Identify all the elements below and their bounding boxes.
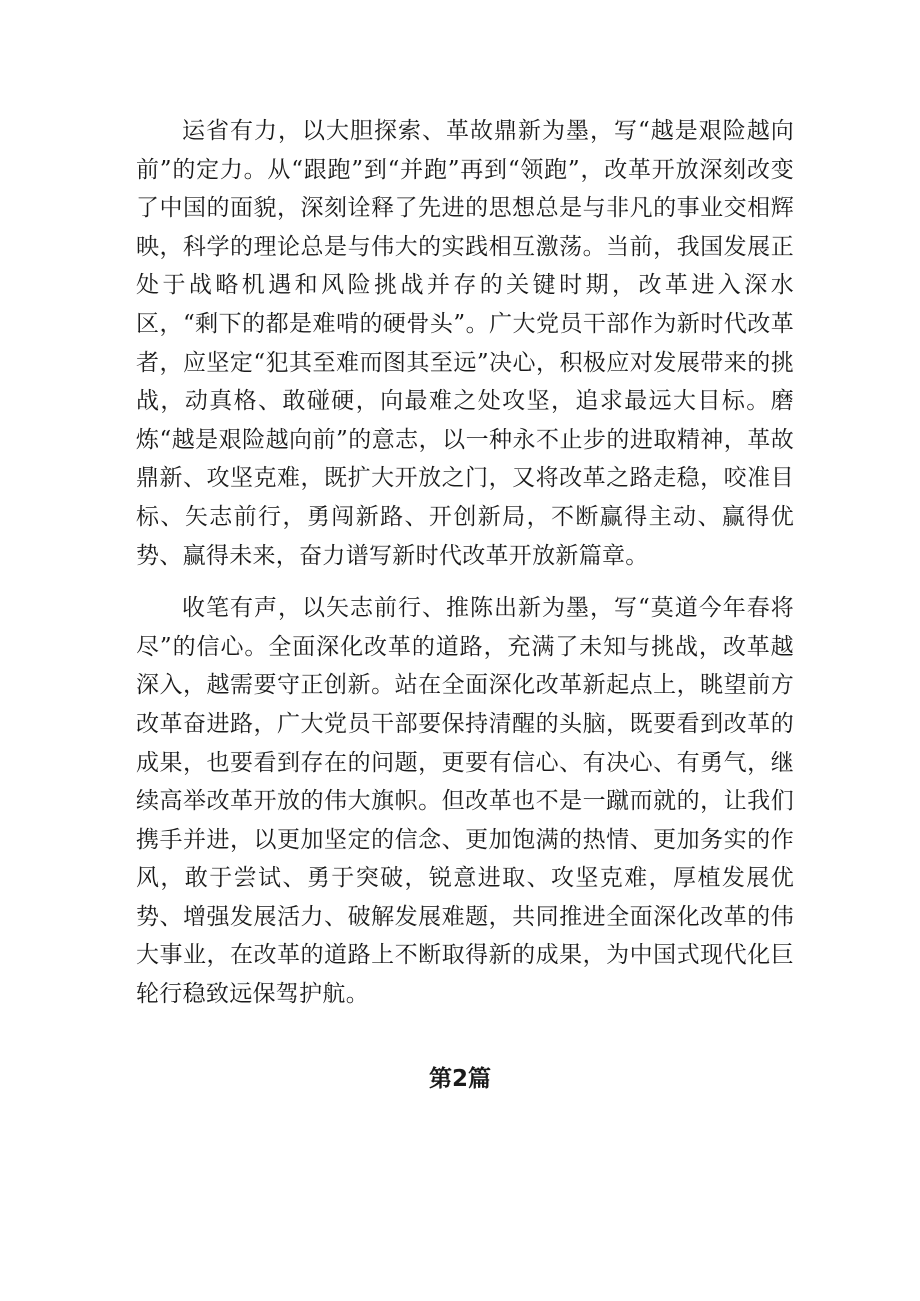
section-heading: 第2篇 bbox=[428, 1066, 491, 1092]
document-body bbox=[136, 112, 794, 1028]
paragraph-2: 收笔有声，以矢志前行、推陈出新为墨，写“莫道今年春将尽”的信心。全面深化改革的道路，充满了未知与挑战，改革越深入，越需要守正创新。站在全面深化改革新起点上，眺望前方改革奋进路，广大党员干部要保持清醒的头脑，既要看到改革的成果，也要看到存在的问题，更要有信心、有决心、有勇气，继续高举改革开放的伟大旗帜。但改革也不是一蹴而就的，让我们携手并进，以更加坚定的信念、更加饱满的热情、更加务实的作风，敢于尝试、勇于突破，锐意进取、攻坚克难，厚植发展优势、增强发展活力、破解发展难题，共同推进全面深化改革的伟大事业，在改革的道路上不断取得新的成果，为中国式现代化巨轮行稳致远保驾护航。 bbox=[136, 595, 794, 1008]
paragraph-1: 运省有力，以大胆探索、革故鼎新为墨，写“越是艰险越向前”的定力。从“跟跑”到“并跑”再到“领跑”，改革开放深刻改变了中国的面貌，深刻诠释了先进的思想总是与非凡的事业交相辉映，科学的理论总是与伟大的实践相互激荡。当前，我国发展正处于战略机遇和风险挑战并存的关键时期，改革进入深水区，“剩下的都是难啃的硬骨头”。广大党员干部作为新时代改革者，应坚定“犯其至难而图其至远”决心，积极应对发展带来的挑战，动真格、敢碰硬，向最难之处攻坚，追求最远大目标。磨炼“越是艰险越向前”的意志，以一种永不止步的进取精神，革故鼎新、攻坚克难，既扩大开放之门，又将改革之路走稳，咬准目标、矢志前行，勇闯新路、开创新局，不断赢得主动、赢得优势、赢得未来，奋力谱写新时代改革开放新篇章。 bbox=[136, 118, 794, 569]
